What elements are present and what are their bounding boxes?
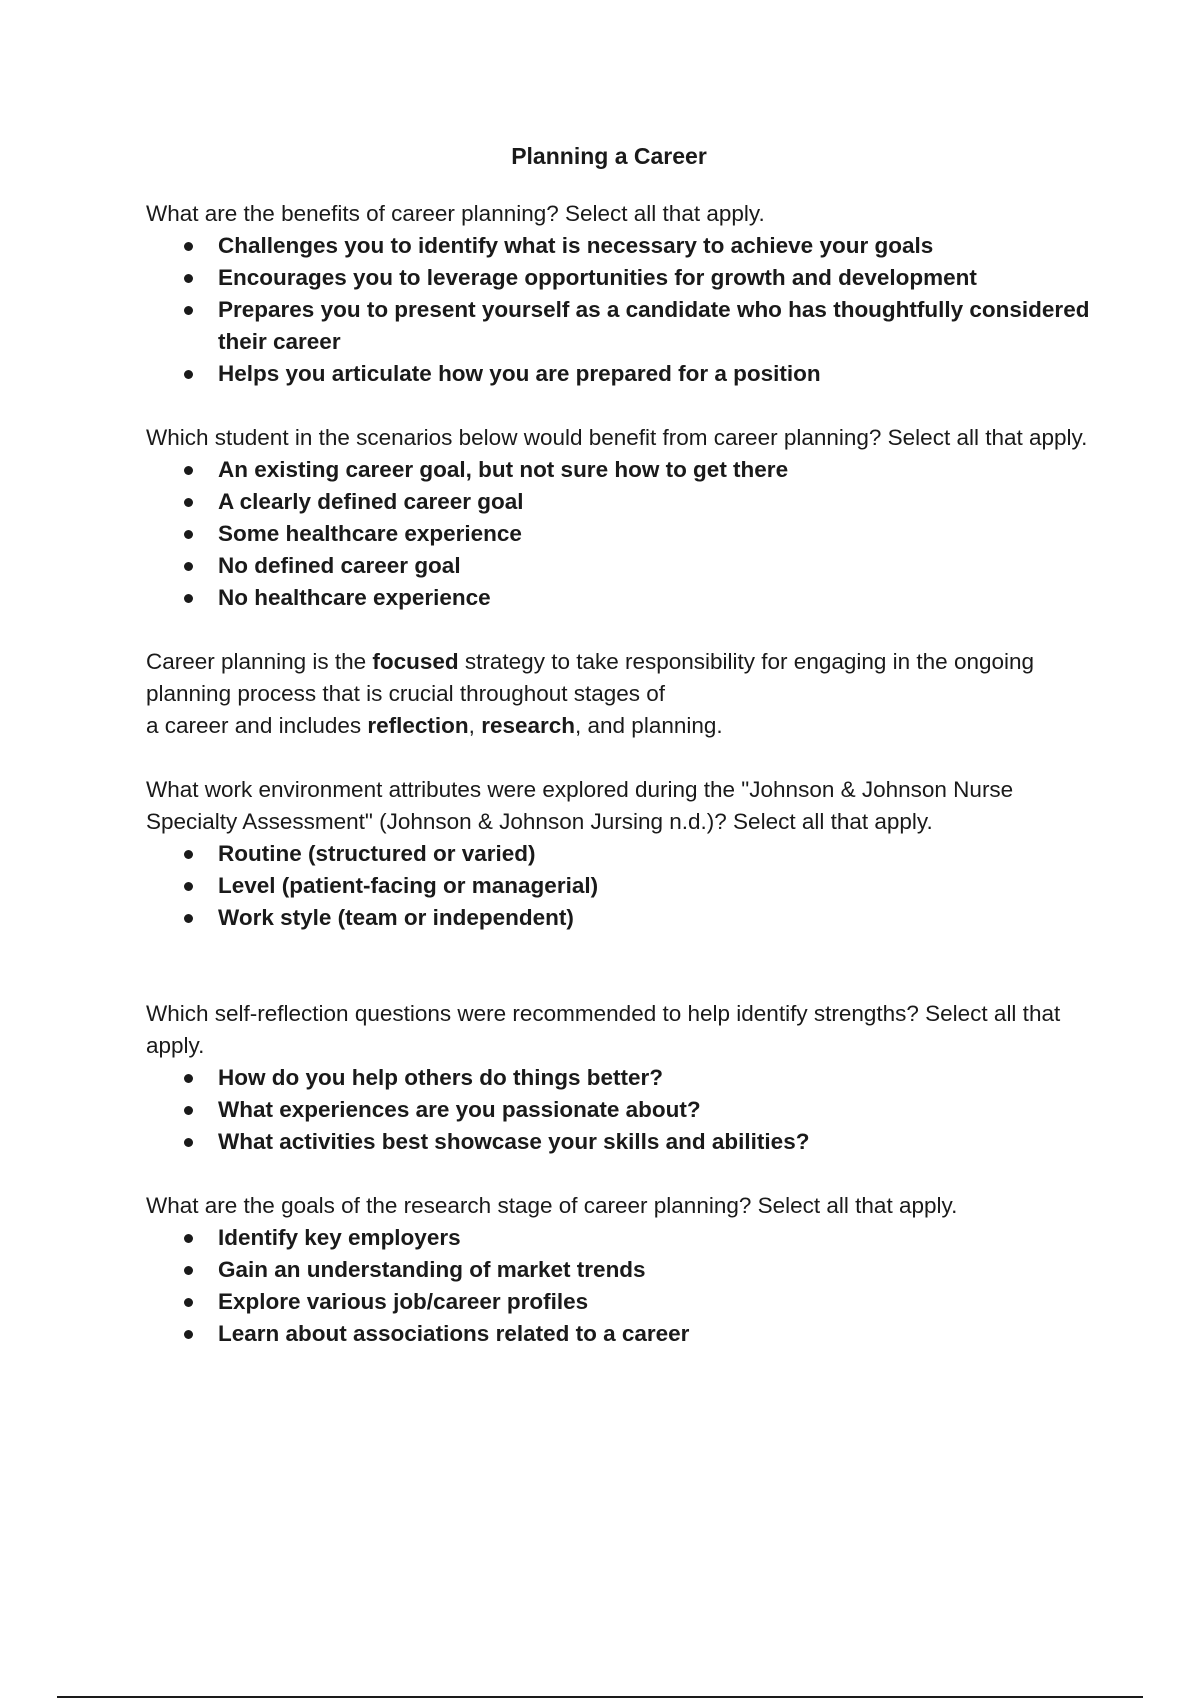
- answer-text: No defined career goal: [218, 553, 461, 578]
- answer-text: What experiences are you passionate about?: [218, 1097, 701, 1122]
- answer-item: [146, 230, 1096, 262]
- answer-item: [146, 1286, 1096, 1318]
- bullet-icon: [184, 850, 193, 859]
- bullet-icon: [184, 1074, 193, 1083]
- answer-item: [146, 550, 1096, 582]
- answer-text: How do you help others do things better?: [218, 1065, 663, 1090]
- definition-line-1: [146, 646, 1096, 710]
- answer-text: Helps you articulate how you are prepared for a position: [218, 361, 821, 386]
- question-scenarios: [146, 422, 1096, 614]
- answer-text: Challenges you to identify what is necessary to achieve your goals: [218, 233, 934, 258]
- page-title: Planning a Career: [511, 143, 707, 169]
- spacer: [146, 390, 1096, 422]
- definition-text: Career planning is the: [146, 649, 373, 674]
- question-text: What are the benefits of career planning? Select all that apply.: [146, 201, 765, 226]
- bullet-icon: [184, 466, 193, 475]
- answer-item: [146, 870, 1096, 902]
- page-bottom-rule: [57, 1696, 1143, 1698]
- question-research-goals: [146, 1190, 1096, 1350]
- bullet-icon: [184, 882, 193, 891]
- bullet-icon: [184, 306, 193, 315]
- answer-item: [146, 582, 1096, 614]
- spacer: [146, 614, 1096, 646]
- bullet-icon: [184, 370, 193, 379]
- answer-text: Learn about associations related to a career: [218, 1321, 690, 1346]
- definition-emphasis: research: [481, 713, 576, 738]
- question-text: Which self-reflection questions were recommended to help identify strengths? Select all that apply.: [146, 1001, 1061, 1058]
- document-page: [146, 140, 1096, 1350]
- answer-item: [146, 1094, 1096, 1126]
- answer-text: An existing career goal, but not sure how to get there: [218, 457, 789, 482]
- answer-list: [146, 454, 1096, 614]
- definition-paragraph: [146, 646, 1096, 742]
- answer-item: [146, 902, 1096, 934]
- bullet-icon: [184, 594, 193, 603]
- answer-item: [146, 358, 1096, 390]
- answer-item: [146, 1254, 1096, 1286]
- spacer: [146, 742, 1096, 774]
- answer-text: Prepares you to present yourself as a candidate who has thoughtfully considered their career: [218, 297, 1090, 354]
- question-self-reflection: [146, 998, 1096, 1158]
- bullet-icon: [184, 1298, 193, 1307]
- definition-line-2: [146, 710, 1096, 742]
- bullet-icon: [184, 498, 193, 507]
- answer-text: No healthcare experience: [218, 585, 491, 610]
- answer-text: Some healthcare experience: [218, 521, 522, 546]
- answer-item: [146, 294, 1096, 358]
- answer-item: [146, 262, 1096, 294]
- answer-item: [146, 486, 1096, 518]
- bullet-icon: [184, 1106, 193, 1115]
- bullet-icon: [184, 1266, 193, 1275]
- answer-list: [146, 230, 1096, 390]
- bullet-icon: [184, 530, 193, 539]
- bullet-icon: [184, 1138, 193, 1147]
- definition-text: ,: [468, 713, 482, 738]
- answer-text: Work style (team or independent): [218, 905, 574, 930]
- answer-item: [146, 454, 1096, 486]
- answer-item: [146, 1062, 1096, 1094]
- answer-item: [146, 1126, 1096, 1158]
- answer-item: [146, 518, 1096, 550]
- question-text: What work environment attributes were explored during the "Johnson & Johnson Nurse Specialty Assessment" (Johnson & Johnson Jursing n.d.)? Select all that apply.: [146, 777, 1014, 834]
- answer-list: [146, 1062, 1096, 1158]
- bullet-icon: [184, 1234, 193, 1243]
- spacer: [146, 934, 1096, 998]
- bullet-icon: [184, 242, 193, 251]
- answer-text: Explore various job/career profiles: [218, 1289, 589, 1314]
- definition-text: , and planning.: [575, 713, 723, 738]
- question-text: What are the goals of the research stage of career planning? Select all that apply.: [146, 1193, 958, 1218]
- answer-item: [146, 1318, 1096, 1350]
- question-work-environment: [146, 774, 1096, 934]
- bullet-icon: [184, 274, 193, 283]
- answer-text: What activities best showcase your skills and abilities?: [218, 1129, 810, 1154]
- definition-text: strategy to take responsibility for engaging in the ongoing planning process that is crucial throughout stages of: [146, 649, 1035, 706]
- answer-item: [146, 838, 1096, 870]
- spacer: [146, 1158, 1096, 1190]
- answer-text: Routine (structured or varied): [218, 841, 536, 866]
- question-text: Which student in the scenarios below would benefit from career planning? Select all that apply.: [146, 425, 1088, 450]
- question-benefits: [146, 198, 1096, 390]
- bullet-icon: [184, 562, 193, 571]
- definition-emphasis: reflection: [367, 713, 469, 738]
- answer-text: Identify key employers: [218, 1225, 461, 1250]
- bullet-icon: [184, 914, 193, 923]
- answer-text: Gain an understanding of market trends: [218, 1257, 646, 1282]
- definition-text: a career and includes: [146, 713, 368, 738]
- answer-text: A clearly defined career goal: [218, 489, 524, 514]
- answer-list: [146, 838, 1096, 934]
- definition-emphasis: focused: [372, 649, 459, 674]
- answer-text: Encourages you to leverage opportunities for growth and development: [218, 265, 977, 290]
- answer-list: [146, 1222, 1096, 1350]
- bullet-icon: [184, 1330, 193, 1339]
- answer-item: [146, 1222, 1096, 1254]
- answer-text: Level (patient-facing or managerial): [218, 873, 599, 898]
